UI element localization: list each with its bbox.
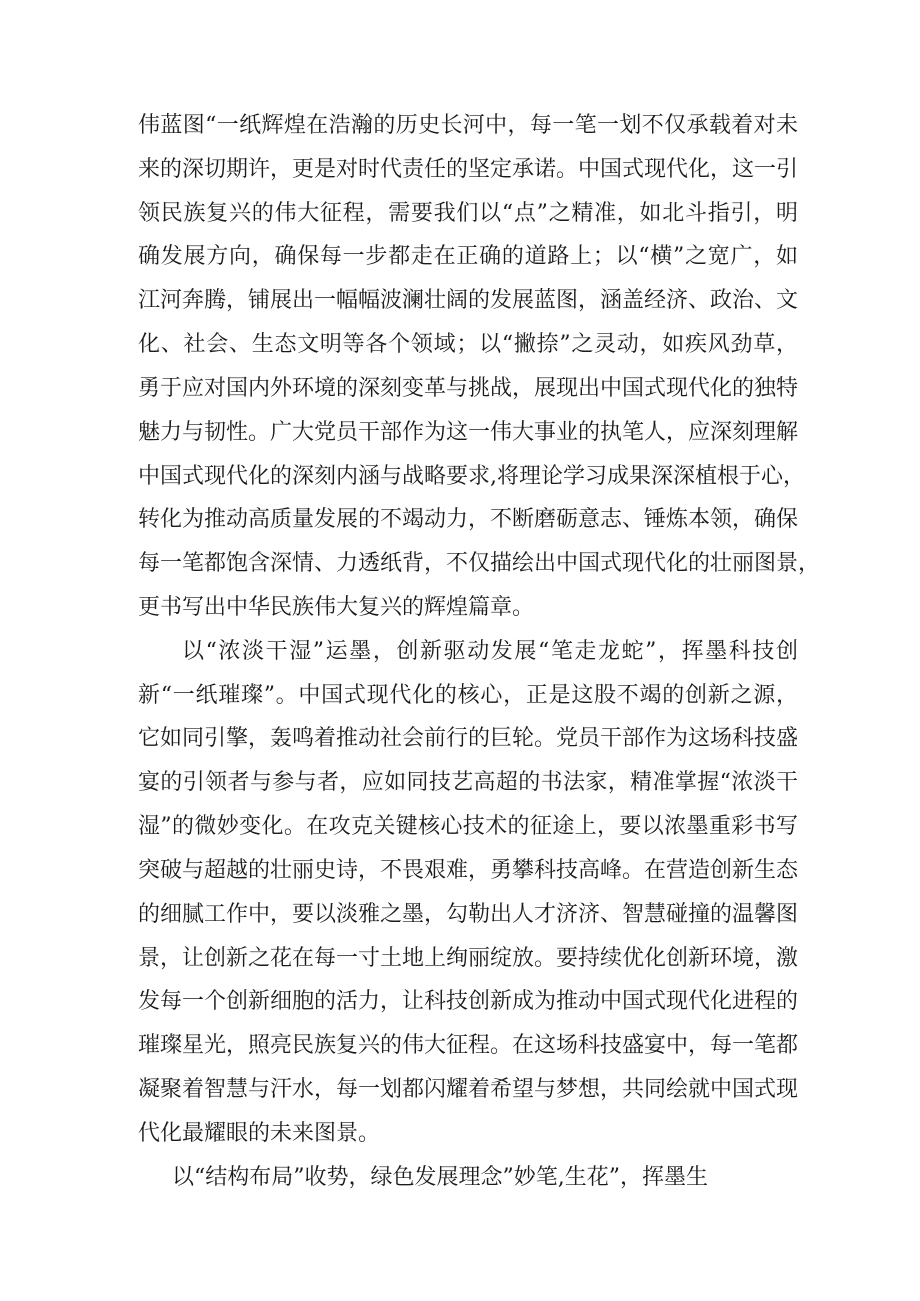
- text-line: 湿”的微妙变化。在攻克关键核心技术的征途上，要以浓墨重彩书写: [138, 814, 798, 839]
- text-line: 领民族复兴的伟大征程，需要我们以“点”之精准，如北斗指引，明: [138, 201, 798, 226]
- text-line: 每一笔都饱含深情、力透纸背，不仅描绘出中国式现代化的壮丽图景，: [138, 551, 821, 576]
- text-line: 景，让创新之花在每一寸土地上绚丽绽放。要持续优化创新环境，激: [138, 946, 799, 971]
- paragraph-first-line: 以“浓淡干湿”运墨，创新驱动发展“笔走龙蛇”，挥墨科技创: [182, 639, 798, 664]
- text-line: 更书写出中华民族伟大复兴的辉煌篇章。: [138, 595, 535, 620]
- text-line: 确发展方向，确保每一步都走在正确的道路上；以“横”之宽广，如: [138, 244, 798, 269]
- paragraph-first-line: 以“结构布局”收势，绿色发展理念”妙笔,生花”，挥墨生: [172, 1165, 708, 1190]
- text-line: 来的深切期许，更是对时代责任的坚定承诺。中国式现代化，这一引: [138, 157, 799, 182]
- text-line: 发每一个创新细胞的活力，让科技创新成为推动中国式现代化进程的: [138, 989, 799, 1014]
- text-line: 代化最耀眼的未来图景。: [138, 1121, 381, 1146]
- text-line: 宴的引领者与参与者，应如同技艺高超的书法家，精准掌握“浓淡干: [138, 770, 798, 795]
- text-line: 璀璨星光，照亮民族复兴的伟大征程。在这场科技盛宴中，每一笔都: [138, 1033, 799, 1058]
- text-line: 的细腻工作中，要以淡雅之墨，勾勒出人才济济、智慧碰撞的温馨图: [138, 902, 799, 927]
- text-line: 江河奔腾，铺展出一幅幅波澜壮阔的发展蓝图，涵盖经济、政治、文: [138, 288, 799, 313]
- text-line: 伟蓝图“一纸辉煌在浩瀚的历史长河中，每一笔一划不仅承载着对未: [138, 113, 798, 138]
- text-line: 转化为推动高质量发展的不竭动力，不断磨砺意志、锤炼本领，确保: [138, 507, 799, 532]
- text-line: 它如同引擎，轰鸣着推动社会前行的巨轮。党员干部作为这场科技盛: [138, 726, 799, 751]
- text-line: 勇于应对国内外环境的深刻变革与挑战，展现出中国式现代化的独特: [138, 376, 799, 401]
- text-line: 魅力与韧性。广大党员干部作为这一伟大事业的执笔人，应深刻理解: [138, 420, 799, 445]
- text-line: 突破与超越的壮丽史诗，不畏艰难，勇攀科技高峰。在营造创新生态: [138, 858, 799, 883]
- text-line: 凝聚着智慧与汗水，每一划都闪耀着希望与梦想，共同绘就中国式现: [138, 1077, 799, 1102]
- text-line: 化、社会、生态文明等各个领域；以“撇捺”之灵动，如疾风劲草，: [138, 332, 798, 357]
- text-line: 新“一纸璀璨”。中国式现代化的核心，正是这股不竭的创新之源，: [138, 683, 798, 708]
- text-line: 中国式现代化的深刻内涵与战略要求,将理论学习成果深深植根于心，: [138, 464, 805, 489]
